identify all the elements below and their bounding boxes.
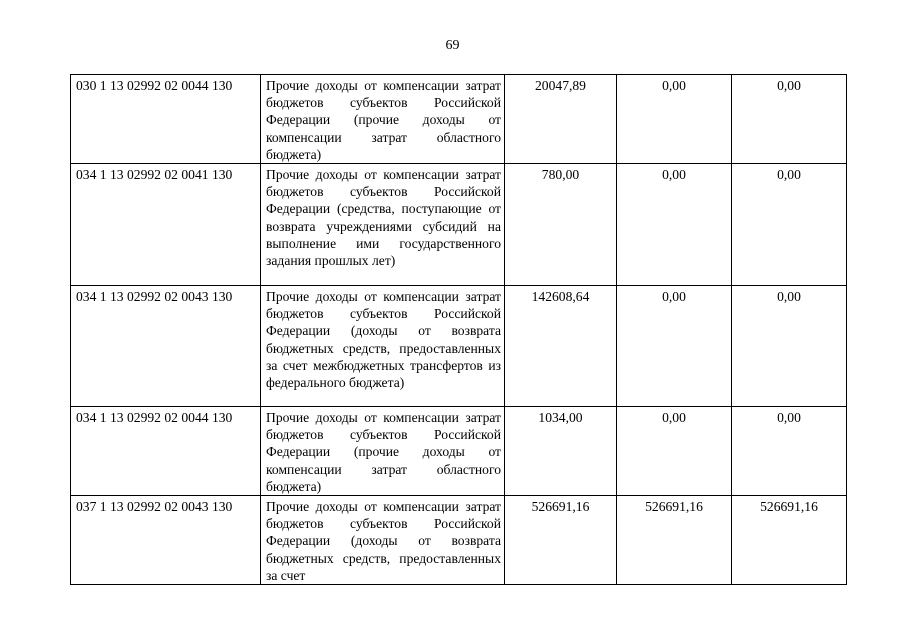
revenue-code-cell: 034 1 13 02992 02 0044 130 (71, 407, 261, 496)
revenue-name-cell: Прочие доходы от компенсации затрат бюджетов субъектов Российской Федерации (доходы от возврата бюджетных средств, предоставленных за счет межбюджетных трансфертов из федерального бюджета) (261, 286, 505, 407)
budget-revenue-table (70, 74, 847, 585)
revenue-name-cell: Прочие доходы от компенсации затрат бюджетов субъектов Российской Федерации (прочие доходы от компенсации затрат областного бюджета) (261, 407, 505, 496)
revenue-name-cell: Прочие доходы от компенсации затрат бюджетов субъектов Российской Федерации (прочие доходы от компенсации затрат областного бюджета) (261, 75, 505, 164)
amount-year1-cell: 20047,89 (505, 75, 617, 164)
table-row (71, 407, 847, 496)
amount-year3-cell: 526691,16 (732, 496, 847, 585)
revenue-name-cell: Прочие доходы от компенсации затрат бюджетов субъектов Российской Федерации (доходы от возврата бюджетных средств, предоставленных за счет (261, 496, 505, 585)
amount-year2-cell: 526691,16 (617, 496, 732, 585)
amount-year2-cell: 0,00 (617, 164, 732, 286)
table-row (71, 286, 847, 407)
table-row (71, 164, 847, 286)
table-row (71, 75, 847, 164)
amount-year3-cell: 0,00 (732, 286, 847, 407)
revenue-code-cell: 037 1 13 02992 02 0043 130 (71, 496, 261, 585)
amount-year1-cell: 780,00 (505, 164, 617, 286)
amount-year1-cell: 1034,00 (505, 407, 617, 496)
table-row (71, 496, 847, 585)
revenue-name-cell: Прочие доходы от компенсации затрат бюджетов субъектов Российской Федерации (средства, поступающие от возврата учреждениями субсидий на выполнение ими государственного задания прошлых лет) (261, 164, 505, 286)
amount-year3-cell: 0,00 (732, 164, 847, 286)
amount-year2-cell: 0,00 (617, 407, 732, 496)
revenue-code-cell: 034 1 13 02992 02 0041 130 (71, 164, 261, 286)
amount-year1-cell: 142608,64 (505, 286, 617, 407)
page-number: 69 (445, 38, 460, 53)
amount-year2-cell: 0,00 (617, 286, 732, 407)
amount-year3-cell: 0,00 (732, 407, 847, 496)
amount-year1-cell: 526691,16 (505, 496, 617, 585)
revenue-code-cell: 030 1 13 02992 02 0044 130 (71, 75, 261, 164)
amount-year3-cell: 0,00 (732, 75, 847, 164)
revenue-code-cell: 034 1 13 02992 02 0043 130 (71, 286, 261, 407)
amount-year2-cell: 0,00 (617, 75, 732, 164)
